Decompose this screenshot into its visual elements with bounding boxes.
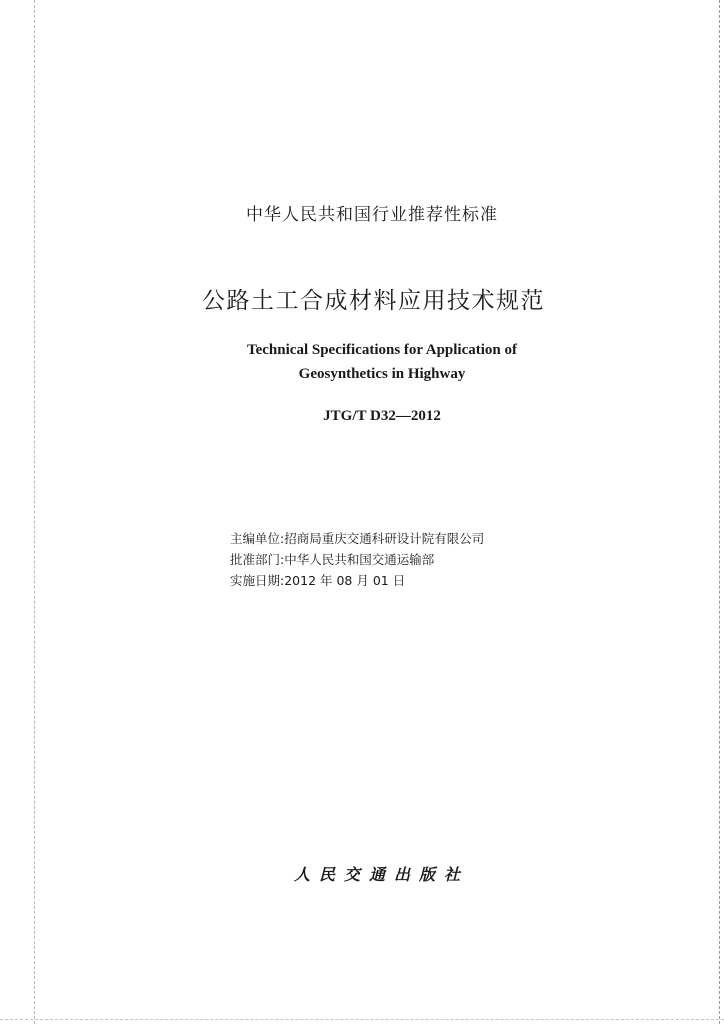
english-title-line-2: Geosynthetics in Highway [298,366,466,382]
publisher-name: 人民交通出版社 [294,865,470,884]
standard-series-label: 中华人民共和国行业推荐性标准 [246,205,498,225]
effective-date: 实施日期:2012 年 08 月 01 日 [230,573,406,588]
scan-edge-bottom [0,1019,724,1020]
scan-edge-right [719,0,720,1024]
approving-department: 批准部门:中华人民共和国交通运输部 [230,552,435,567]
standard-code: JTG/T D32—2012 [323,408,441,424]
document-title-chinese: 公路土工合成材料应用技术规范 [202,288,545,314]
editor-unit: 主编单位:招商局重庆交通科研设计院有限公司 [230,531,485,546]
scan-edge-left [34,0,35,1024]
english-title-line-1: Technical Specifications for Application of [246,342,517,358]
document-title-english [200,338,564,386]
publication-info [230,528,484,591]
